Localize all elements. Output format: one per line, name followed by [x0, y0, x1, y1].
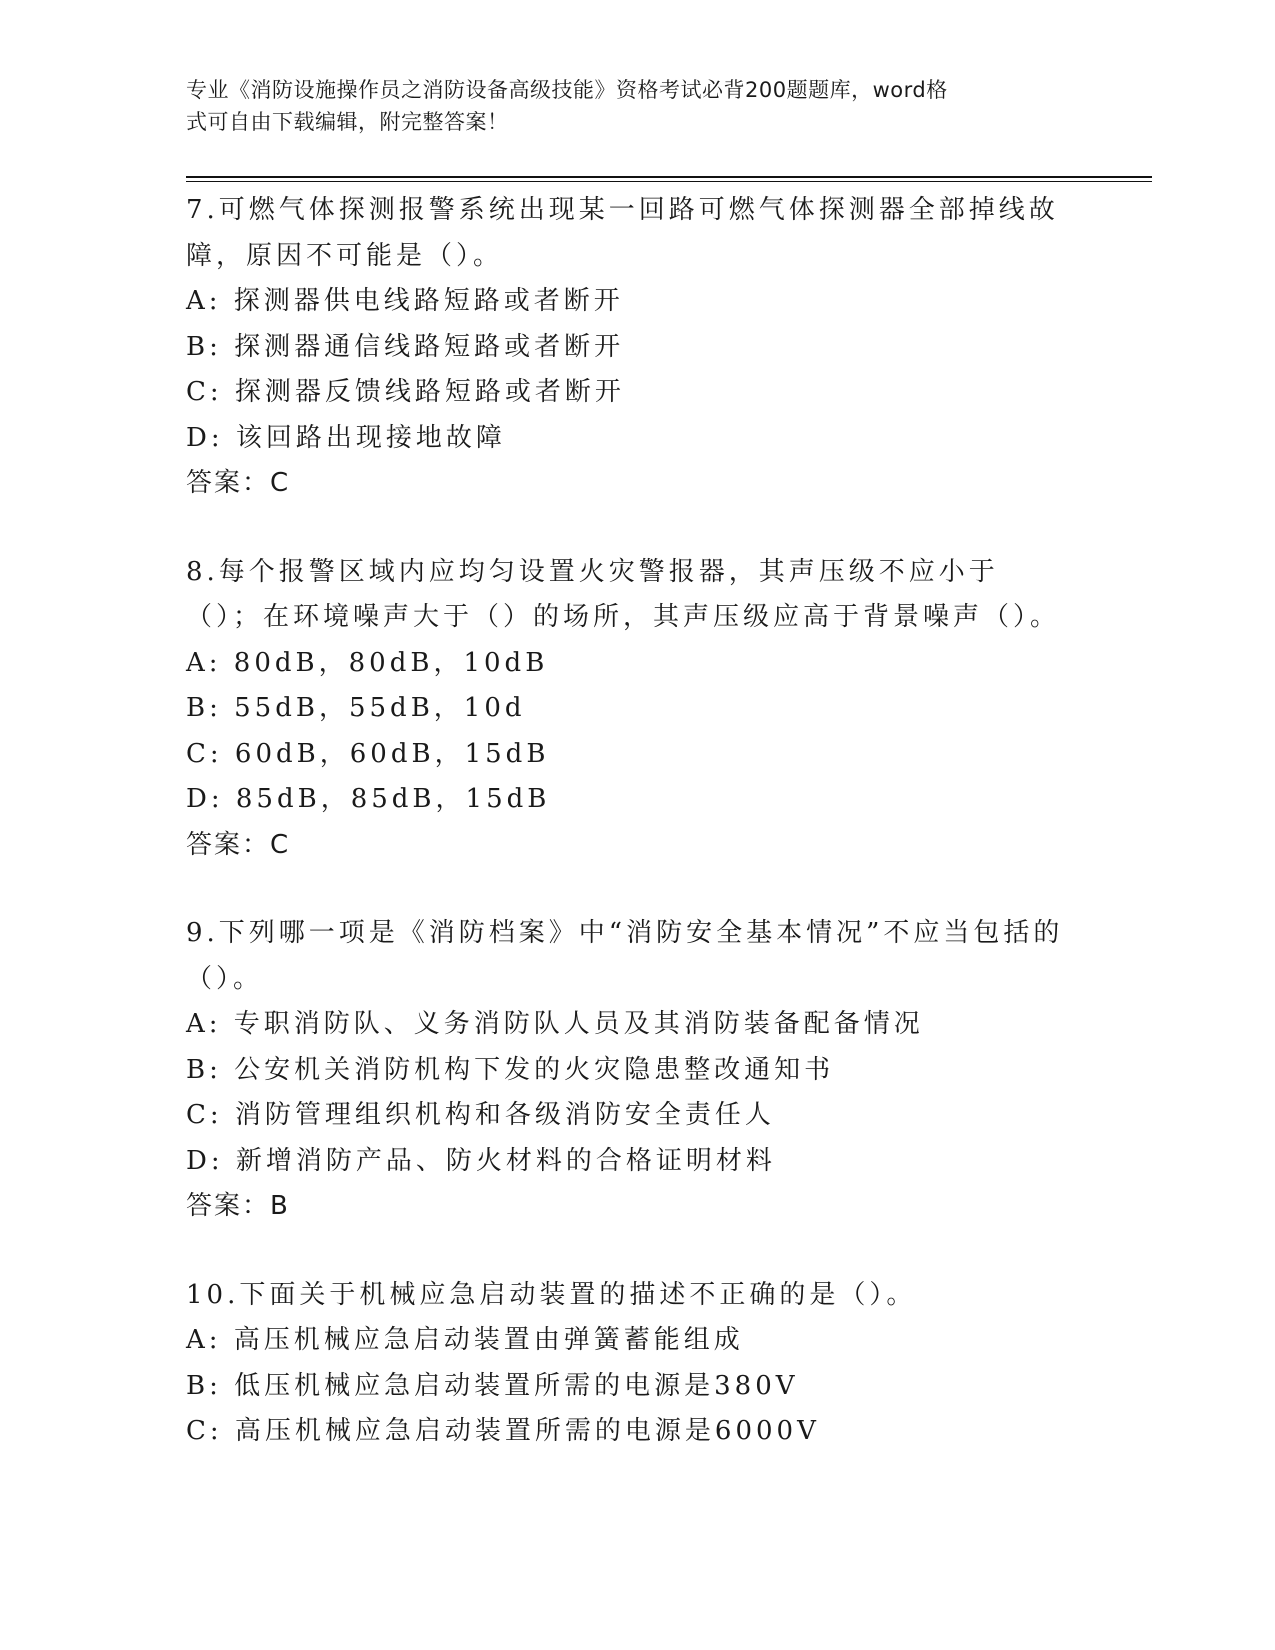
question-9	[186, 911, 1106, 1230]
option-b: B: 55dB，55dB，10d	[186, 693, 526, 723]
answer: 答案：C	[186, 829, 291, 860]
option-c: C: 消防管理组织机构和各级消防安全责任人	[186, 1100, 775, 1130]
option-c: C: 60dB，60dB，15dB	[186, 738, 550, 769]
question-text: 7.可燃气体探测报警系统出现某一回路可燃气体探测器全部掉线故障，原因不可能是（）。	[186, 195, 1059, 271]
option-b: B: 公安机关消防机构下发的火灾隐患整改通知书	[186, 1054, 835, 1085]
answer: 答案：C	[186, 468, 291, 498]
option-c: C: 高压机械应急启动装置所需的电源是6000V	[186, 1416, 820, 1446]
question-list	[186, 188, 1106, 1498]
option-a: A: 80dB，80dB，10dB	[186, 647, 549, 678]
question-text: 9.下列哪一项是《消防档案》中“消防安全基本情况”不应当包括的（）。	[186, 918, 1064, 994]
question-7	[186, 188, 1106, 507]
answer: 答案：B	[186, 1191, 290, 1221]
question-10	[186, 1273, 1106, 1455]
option-a: A: 专职消防队、义务消防队人员及其消防装备配备情况	[186, 1009, 924, 1039]
option-b: B: 探测器通信线路短路或者断开	[186, 331, 625, 362]
option-c: C: 探测器反馈线路短路或者断开	[186, 377, 625, 407]
option-b: B: 低压机械应急启动装置所需的电源是380V	[186, 1370, 799, 1401]
question-text: 10.下面关于机械应急启动装置的描述不正确的是（）。	[186, 1279, 917, 1310]
header-divider-thin	[186, 181, 1152, 182]
document-header	[186, 74, 1066, 138]
question-text: 8.每个报警区域内应均匀设置火灾警报器，其声压级不应小于（）；在环境噪声大于（）的场所，其声压级应高于背景噪声（）。	[186, 556, 1061, 632]
option-d: D: 新增消防产品、防火材料的合格证明材料	[186, 1145, 776, 1176]
header-line-1: 专业《消防设施操作员之消防设备高级技能》资格考试必背200题题库，word格	[186, 78, 948, 102]
option-a: A: 探测器供电线路短路或者断开	[186, 286, 624, 316]
header-divider-thick	[186, 176, 1152, 178]
option-d: D: 85dB，85dB，15dB	[186, 784, 551, 814]
option-d: D: 该回路出现接地故障	[186, 422, 506, 453]
question-8	[186, 550, 1106, 869]
option-a: A: 高压机械应急启动装置由弹簧蓄能组成	[186, 1325, 744, 1355]
header-line-2: 式可自由下载编辑，附完整答案！	[186, 110, 509, 134]
